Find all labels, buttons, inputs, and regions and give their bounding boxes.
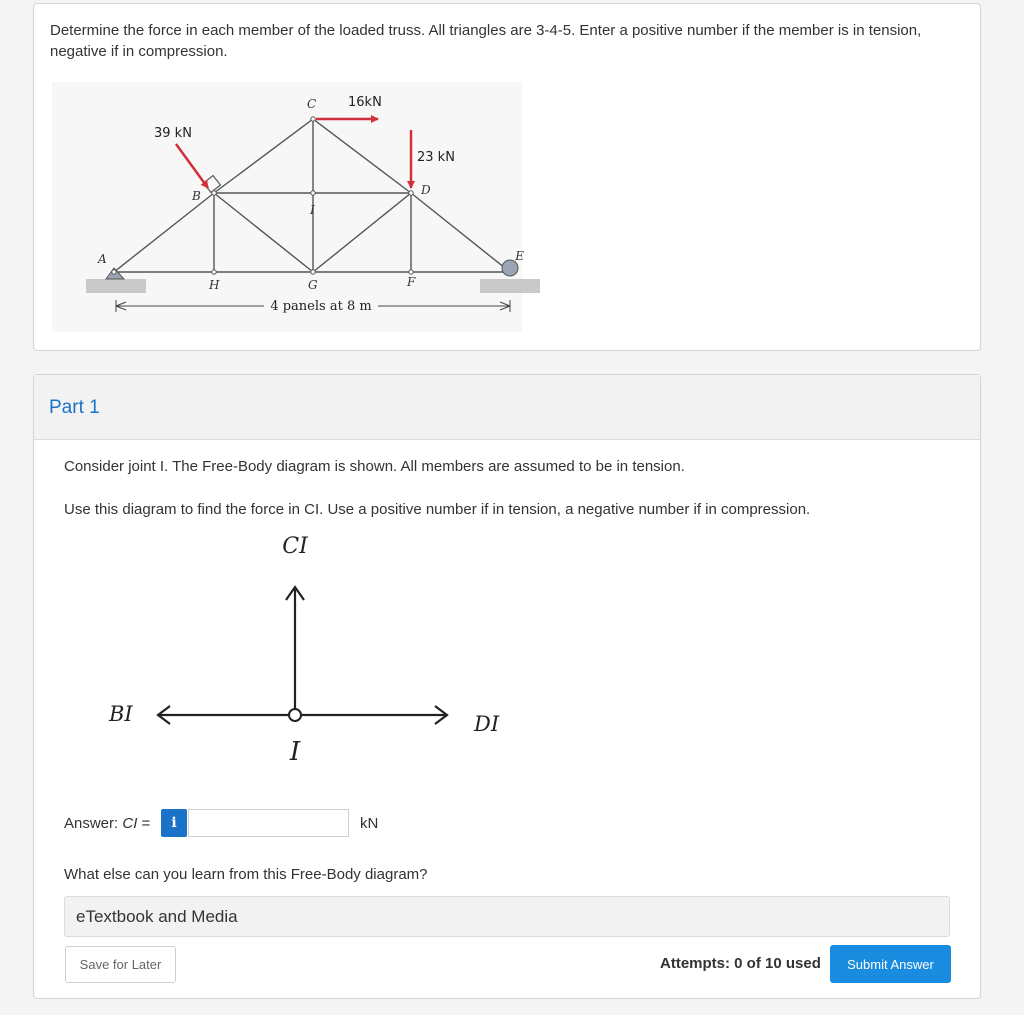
answer-input[interactable]	[188, 809, 349, 837]
part-card	[33, 374, 981, 999]
dimension-label: 4 panels at 8 m	[270, 299, 372, 314]
save-for-later-button[interactable]: Save for Later	[65, 946, 176, 983]
fbd-label-i: I	[289, 737, 301, 767]
node-label-g: G	[308, 278, 318, 292]
node-label-i: I	[310, 203, 315, 217]
truss-figure	[52, 82, 522, 332]
answer-label: Answer: CI =	[64, 815, 151, 832]
etextbook-label: eTextbook and Media	[76, 907, 238, 926]
fbd-label-ci: CI	[282, 534, 308, 559]
unit-label: kN	[360, 815, 379, 832]
load-label-c: 16kN	[348, 95, 382, 110]
node-label-d: D	[421, 183, 431, 197]
joint-i-node	[289, 709, 301, 721]
info-button[interactable]: i	[161, 809, 187, 837]
etextbook-media-panel[interactable]	[64, 896, 950, 937]
part-instruction: Consider joint I. The Free-Body diagram is shown. All members are assumed to be in tension.	[64, 458, 685, 475]
problem-card	[33, 3, 981, 351]
load-label-d: 23 kN	[417, 150, 455, 165]
submit-answer-button[interactable]: Submit Answer	[830, 945, 951, 983]
node-label-b: B	[192, 189, 201, 203]
part-question: Use this diagram to find the force in CI. Use a positive number if in tension, a negative number if in compression.	[64, 501, 811, 518]
fbd-label-bi: BI	[109, 702, 133, 726]
figure-background	[52, 82, 522, 332]
attempts-counter: Attempts: 0 of 10 used	[660, 955, 821, 972]
answer-row	[64, 806, 664, 840]
node-label-c: C	[307, 97, 317, 111]
load-label-b: 39 kN	[154, 126, 192, 141]
fbd-label-di: DI	[474, 712, 500, 736]
problem-statement: Determine the force in each member of the loaded truss. All triangles are 3-4-5. Enter a positive number if the member is in tension, negative if in compression.	[50, 22, 922, 60]
node-label-f: F	[407, 275, 416, 289]
ground-left	[86, 279, 146, 293]
free-body-diagram	[64, 525, 504, 770]
node-label-a: A	[98, 252, 107, 266]
followup-question: What else can you learn from this Free-Body diagram?	[64, 866, 428, 883]
ground-right	[480, 279, 540, 293]
part-title: Part 1	[49, 397, 100, 418]
node-label-h: H	[209, 278, 220, 292]
node-label-e: E	[515, 249, 524, 263]
part-header	[34, 375, 980, 440]
